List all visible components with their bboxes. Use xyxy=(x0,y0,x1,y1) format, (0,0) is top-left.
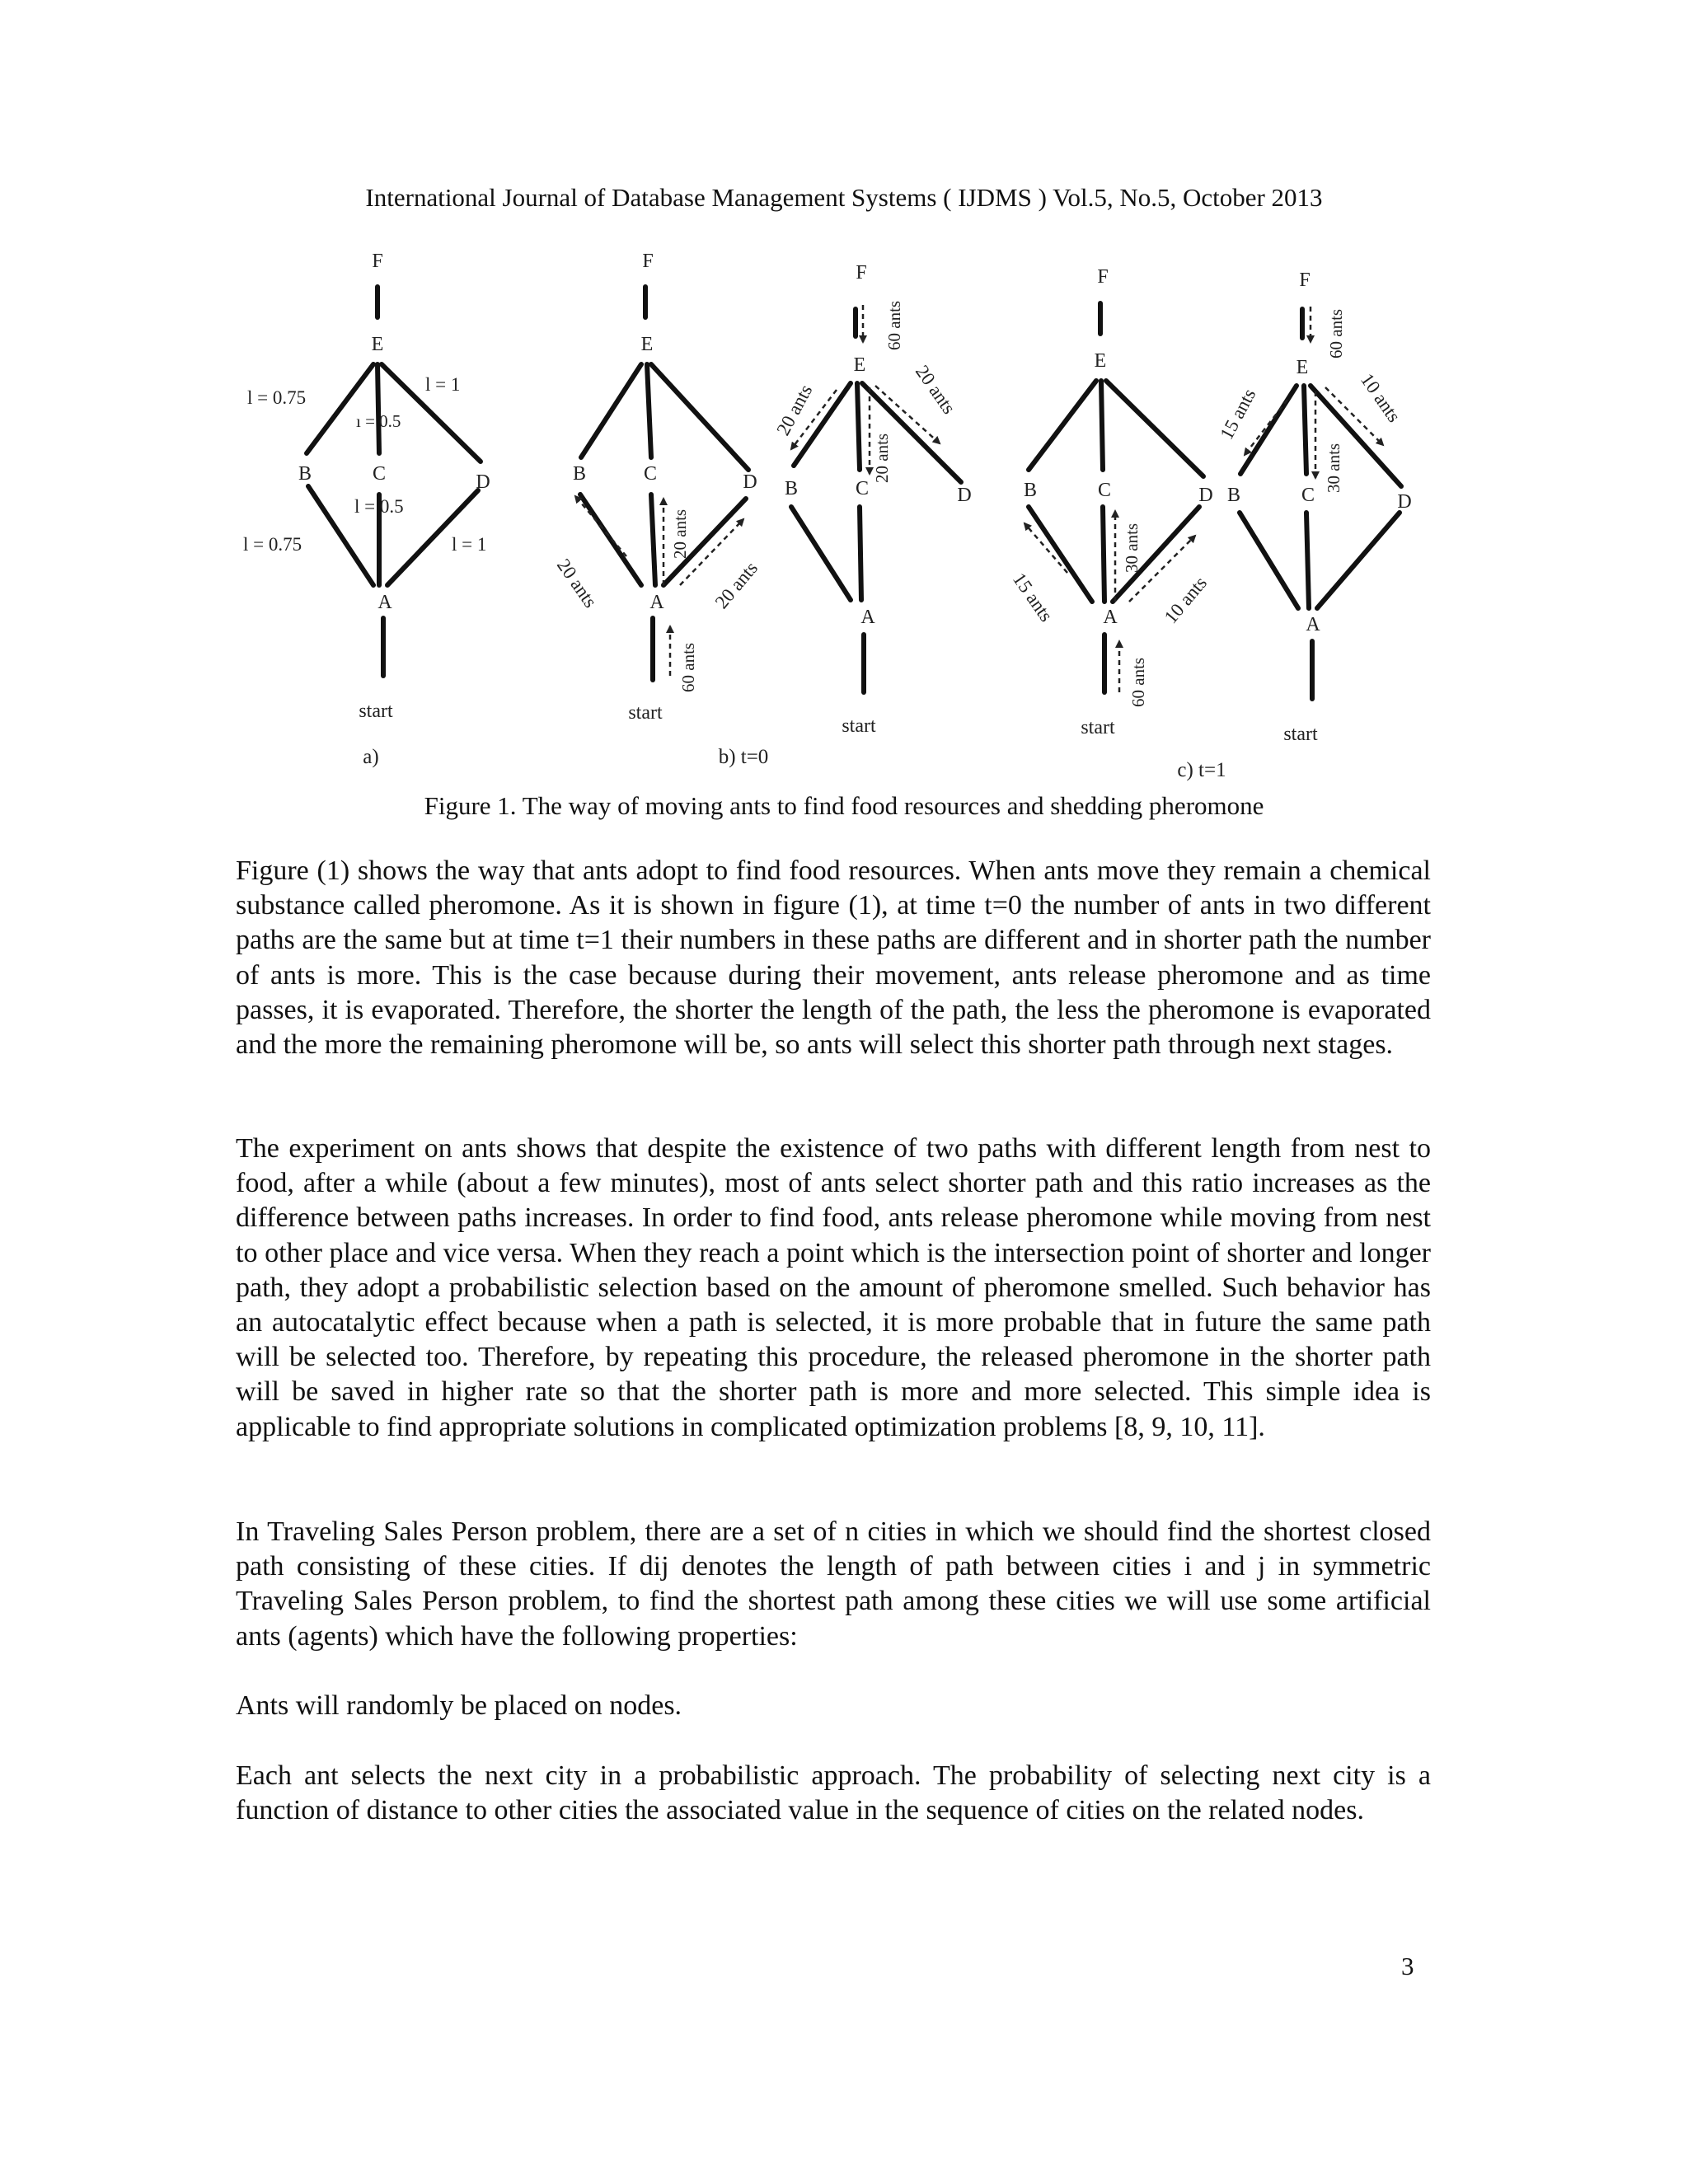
paragraph-3: In Traveling Sales Person problem, there are a set of n cities in which we should find the shortest closed path consisting of these cities. If dij denotes the length of path between cities i and j in symmetric Traveling Sales Person problem, to find the shortest path among these cities we will use some artificial ants (agents) which have the following properties: xyxy=(236,1516,1431,1652)
ants-eb-b2: 20 ants xyxy=(772,381,817,439)
node-b-a: B xyxy=(298,463,312,485)
node-e-c1: E xyxy=(1094,350,1107,372)
node-f-a: F xyxy=(372,251,383,272)
node-b-b2: B xyxy=(784,478,799,499)
figure-1-ant-paths xyxy=(231,239,1451,808)
length-ca: l = 0.5 xyxy=(354,496,404,517)
ants-start-c1: 60 ants xyxy=(1128,657,1148,707)
node-d-c2: D xyxy=(1397,491,1412,513)
ants-start-b1: 60 ants xyxy=(678,642,698,692)
node-c-b2: C xyxy=(855,478,870,499)
start-label-c1: start xyxy=(1081,717,1115,738)
start-label-c2: start xyxy=(1283,724,1318,745)
node-e-a: E xyxy=(371,334,384,355)
paragraph-4: Ants will randomly be placed on nodes. xyxy=(236,1690,682,1721)
node-f-c1: F xyxy=(1097,266,1109,288)
panel-label-a: a) xyxy=(363,746,379,768)
node-b-c2: B xyxy=(1226,485,1241,506)
length-eb: l = 0.75 xyxy=(247,387,307,408)
ants-ec-c2: 30 ants xyxy=(1324,443,1343,493)
node-e-b1: E xyxy=(640,334,654,355)
ants-ac-c1: 30 ants xyxy=(1122,523,1142,573)
node-f-b1: F xyxy=(642,251,654,272)
page-number: 3 xyxy=(1401,1952,1414,1980)
node-c-c2: C xyxy=(1301,485,1315,506)
length-da: l = 1 xyxy=(452,534,487,555)
panel-a xyxy=(307,287,481,676)
node-c-a: C xyxy=(372,463,387,485)
panel-b2 xyxy=(791,309,961,692)
ants-ed-c2: 10 ants xyxy=(1356,369,1405,426)
node-b-b1: B xyxy=(572,463,587,485)
ants-eb-c2: 15 ants xyxy=(1216,385,1260,443)
paragraph-1: Figure (1) shows the way that ants adopt to find food resources. When ants move they remain a chemical substance called pheromone. As it is shown in figure (1), at time t=0 the number of ants in two different paths are the same but at time t=1 their numbers in these paths are different and in shorter path the number of ants is more. This is the case because during their movement, ants release pheromone and as time passes, it is evaporated. Therefore, the shorter the length of the path, the less the pheromone is evaporated and the more the remaining pheromone will be, so ants will select this shorter path through next stages. xyxy=(236,855,1431,1061)
node-a-c2: A xyxy=(1306,614,1320,635)
node-a-b1: A xyxy=(649,592,664,613)
node-d-a: D xyxy=(476,471,490,493)
ants-ed-b2: 20 ants xyxy=(911,361,960,418)
node-b-c1: B xyxy=(1023,480,1038,501)
ants-f-b2: 60 ants xyxy=(884,300,904,350)
paragraph-5: Each ant selects the next city in a probabilistic approach. The probability of selecting next city is a function of distance to other cities the associated value in the sequence of cities on the related nodes. xyxy=(236,1760,1431,1826)
node-d-b1: D xyxy=(743,471,757,493)
start-label-a: start xyxy=(359,701,393,722)
node-a-c1: A xyxy=(1103,607,1118,628)
start-label-b2: start xyxy=(842,715,876,737)
node-c-c1: C xyxy=(1097,480,1112,501)
paragraph-2: The experiment on ants shows that despite the existence of two paths with different length from nest to food, after a while (about a few minutes), most of ants select shorter path and this ratio increases as the difference between paths increases. In order to find food, ants release pheromone while moving from nest to other place and vice versa. When they reach a point which is the intersection point of shorter and longer path, they adopt a probabilistic selection based on the amount of pheromone smelled. Such behavior has an autocatalytic effect because when a path is selected, it is more probable that in future the same path will be selected too. Therefore, by repeating this procedure, the released pheromone in the shorter path will be saved in higher rate so that the shorter path is more and more selected. This simple idea is applicable to find appropriate solutions in complicated optimization problems [8, 9, 10, 11]. xyxy=(236,1133,1431,1442)
ants-ad-c1: 10 ants xyxy=(1160,572,1212,628)
journal-header: International Journal of Database Management Systems ( IJDMS ) Vol.5, No.5, October 2013 xyxy=(365,183,1323,212)
node-a-a: A xyxy=(377,592,392,613)
length-ba: l = 0.75 xyxy=(243,534,302,555)
figure-caption: Figure 1. The way of moving ants to find food resources and shedding pheromone xyxy=(424,791,1264,820)
panel-b1 xyxy=(580,287,748,680)
length-ec: ı = 0.5 xyxy=(356,411,401,431)
panel-label-c: c) t=1 xyxy=(1177,759,1226,781)
panel-c2 xyxy=(1240,309,1401,699)
ants-ab-b1: 20 ants xyxy=(552,555,602,612)
node-e-b2: E xyxy=(853,354,866,376)
node-f-c2: F xyxy=(1299,269,1311,291)
node-d-c1: D xyxy=(1198,485,1213,506)
node-a-b2: A xyxy=(860,607,875,628)
length-ed: l = 1 xyxy=(425,374,461,395)
ants-ac-b1: 20 ants xyxy=(670,509,690,559)
node-e-c2: E xyxy=(1296,357,1309,378)
ants-ab-c1: 15 ants xyxy=(1008,569,1057,626)
panel-label-b: b) t=0 xyxy=(718,746,769,768)
node-c-b1: C xyxy=(643,463,658,485)
start-label-b1: start xyxy=(628,702,663,724)
node-f-b2: F xyxy=(856,262,867,284)
ants-ad-b1: 20 ants xyxy=(710,557,762,613)
ants-ec-b2: 20 ants xyxy=(872,433,892,483)
node-d-b2: D xyxy=(957,485,972,506)
ants-f-c2: 60 ants xyxy=(1326,308,1346,359)
panel-c1 xyxy=(1029,303,1203,692)
